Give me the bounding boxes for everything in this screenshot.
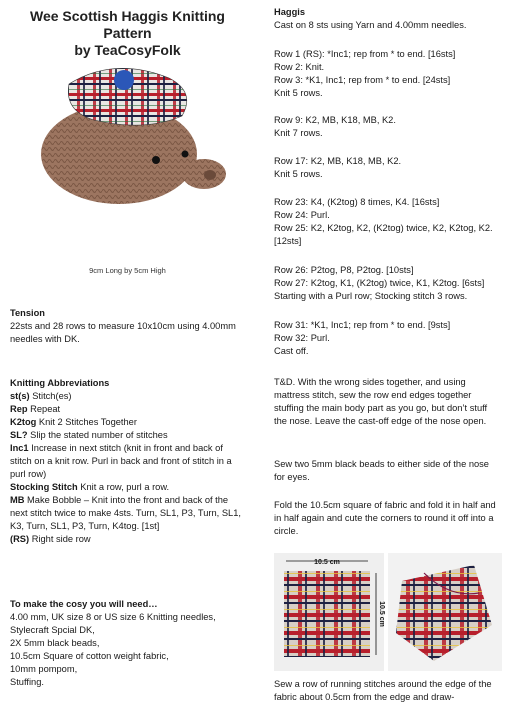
materials-heading: To make the cosy you will need… [10,599,158,609]
pattern-row: Knit 5 rows. [274,88,323,98]
abbreviations-heading: Knitting Abbreviations [10,378,110,388]
row-group-6 [274,319,502,358]
abbr-item: Inc1 Increase in next stitch (knit in front and back of stitch on a knit row. Purl in back and front of stitch in a purl row) [10,443,232,479]
material-item: Stuffing. [10,677,44,687]
haggis-nose [182,159,226,189]
pattern-row: Row 3: *K1, Inc1; rep from * to end. [24sts] [274,75,451,85]
pattern-row: Cast off. [274,346,309,356]
abbreviations-section [10,377,245,546]
tension-text: 22sts and 28 rows to measure 10x10cm using 4.00mm needles with DK. [10,321,236,344]
photo-caption: 9cm Long by 5cm High [89,266,166,275]
page-title [10,8,245,59]
fold-text: Fold the 10.5cm square of fabric and fold it in half and in half again and cute the corners to round it off into a circle. [274,500,496,536]
abbr-item: K2tog Knit 2 Stitches Together [10,417,137,427]
cast-on-text: Cast on 8 sts using Yarn and 4.00mm needles. [274,20,467,30]
material-item: 4.00 mm, UK size 8 or US size 6 Knitting needles, [10,612,216,622]
abbr-item: Stocking Stitch Knit a row, purl a row. [10,482,170,492]
eyes-text: Sew two 5mm black beads to either side of the nose for eyes. [274,459,489,482]
material-item: 2X 5mm black beads, [10,638,100,648]
row-group-1 [274,48,502,100]
tension-heading: Tension [10,308,45,318]
tension-section [10,307,245,346]
material-item: 10.5cm Square of cotton weight fabric, [10,651,169,661]
pattern-row: Row 32: Purl. [274,333,330,343]
pattern-row: Row 27: K2tog, K1, (K2tog) twice, K1, K2tog. [6sts] [274,278,485,288]
fabric-width-label: 10.5 cm [314,559,340,566]
abbr-item: st(s) Stitch(es) [10,391,72,401]
material-item: 10mm pompom, [10,664,78,674]
title-line-2: by TeaCosyFolk [74,42,181,58]
pattern-row: Row 2: Knit. [274,62,325,72]
material-item: Stylecraft Spcial DK, [10,625,95,635]
pattern-row: Row 26: P2tog, P8, P2tog. [10sts] [274,265,414,275]
pompom [114,70,134,90]
abbr-item: (RS) Right side row [10,534,91,544]
pattern-row: Row 24: Purl. [274,210,330,220]
pattern-row: Row 25: K2, K2tog, K2, (K2tog) twice, K2, K2tog, K2. [12sts] [274,223,493,246]
row-group-5 [274,264,502,303]
row-group-4 [274,196,502,248]
abbr-item: MB Make Bobble – Knit into the front and back of the next stitch twice to make 4sts. Turn, SL1, P3, Turn, SL1, K3, Turn, SL1, P3, Turn, K4tog. [1st] [10,495,241,531]
haggis-photo [24,56,234,206]
row-group-3 [274,155,502,181]
running-stitch-text: Sew a row of running stitches around the edge of the fabric about 0.5cm from the edge and draw- [274,679,492,702]
pattern-row: Row 17: K2, MB, K18, MB, K2. [274,156,402,166]
haggis-heading: Haggis [274,7,305,17]
haggis-header-block [274,6,502,32]
pattern-row: Knit 5 rows. [274,169,323,179]
pattern-row: Row 31: *K1, Inc1; rep from * to end. [9sts] [274,320,451,330]
pattern-row: Knit 7 rows. [274,128,323,138]
abbr-item: SL? Slip the stated number of stitches [10,430,168,440]
row-group-2 [274,114,502,140]
title-line-1: Wee Scottish Haggis Knitting Pattern [30,8,225,41]
haggis-eye [152,156,160,164]
finishing-text: T&D. With the wrong sides together, and using mattress stitch, sew the row end edges together stuffing the main body part as you go, but don’t stuff the nose. Leave the cast-off edge of the nose open. [274,377,488,426]
pattern-row: Row 23: K4, (K2tog) 8 times, K4. [16sts] [274,197,440,207]
abbr-item: Rep Repeat [10,404,61,414]
fabric-height-label: 10.5 cm [378,601,385,627]
fabric-photos [274,553,502,671]
pattern-row: Starting with a Purl row; Stocking stitch 3 rows. [274,291,468,301]
materials-section [10,598,245,689]
pattern-row: Row 9: K2, MB, K18, MB, K2. [274,115,396,125]
pattern-row: Row 1 (RS): *Inc1; rep from * to end. [16sts] [274,49,456,59]
left-column [10,0,245,687]
